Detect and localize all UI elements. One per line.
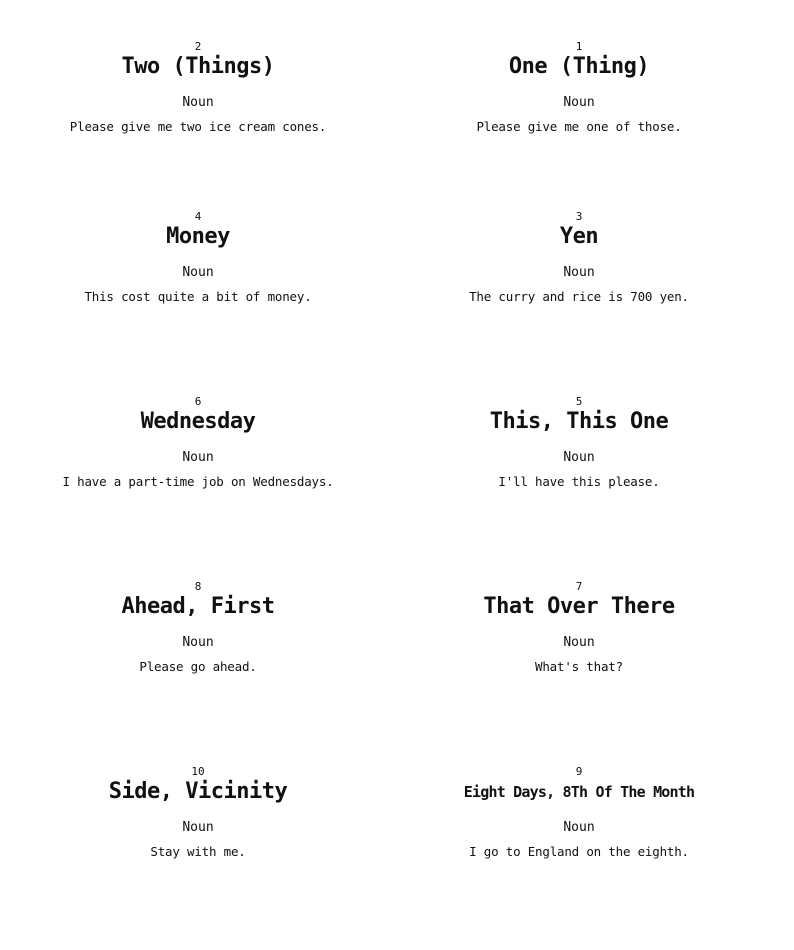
card-number: 1 <box>575 40 583 53</box>
example-sentence: The curry and rice is 700 yen. <box>469 289 689 304</box>
card-title: This, This One <box>489 409 669 434</box>
part-of-speech: Noun <box>182 450 214 465</box>
card-title: Wednesday <box>140 409 256 434</box>
flashcard-8 <box>18 581 378 675</box>
example-sentence: Stay with me. <box>150 844 246 859</box>
card-title: Ahead, First <box>121 594 275 619</box>
flashcard-3 <box>399 211 759 305</box>
example-sentence: Please give me two ice cream cones. <box>69 119 327 134</box>
card-title: Money <box>166 224 230 249</box>
card-number: 3 <box>575 210 583 223</box>
card-number: 5 <box>575 395 583 408</box>
example-sentence: Please give me one of those. <box>476 119 682 134</box>
example-sentence: Please go ahead. <box>139 659 257 674</box>
flashcard-1 <box>399 41 759 135</box>
part-of-speech: Noun <box>182 635 214 650</box>
example-sentence: I have a part-time job on Wednesdays. <box>62 474 334 489</box>
card-title: Yen <box>559 224 599 249</box>
part-of-speech: Noun <box>563 450 595 465</box>
part-of-speech: Noun <box>182 265 214 280</box>
example-sentence: I go to England on the eighth. <box>469 844 689 859</box>
card-number: 2 <box>194 40 202 53</box>
card-number: 4 <box>194 210 202 223</box>
part-of-speech: Noun <box>182 820 214 835</box>
part-of-speech: Noun <box>182 95 214 110</box>
card-number: 6 <box>194 395 202 408</box>
card-number: 8 <box>194 580 202 593</box>
part-of-speech: Noun <box>563 95 595 110</box>
card-number: 9 <box>575 765 583 778</box>
example-sentence: What's that? <box>535 659 623 674</box>
flashcard-5 <box>399 396 759 490</box>
card-title: Eight Days, 8Th Of The Month <box>463 783 695 801</box>
flashcard-9 <box>399 766 759 860</box>
card-number: 10 <box>191 765 205 778</box>
flashcard-2 <box>18 41 378 135</box>
card-title: One (Thing) <box>508 54 650 79</box>
card-title: Side, Vicinity <box>108 779 288 804</box>
part-of-speech: Noun <box>563 635 595 650</box>
example-sentence: This cost quite a bit of money. <box>84 289 312 304</box>
card-number: 7 <box>575 580 583 593</box>
flashcard-4 <box>18 211 378 305</box>
flashcard-10 <box>18 766 378 860</box>
flashcard-6 <box>18 396 378 490</box>
card-title: Two (Things) <box>121 54 275 79</box>
part-of-speech: Noun <box>563 265 595 280</box>
part-of-speech: Noun <box>563 820 595 835</box>
card-title: That Over There <box>483 594 675 619</box>
flashcard-7 <box>399 581 759 675</box>
example-sentence: I'll have this please. <box>498 474 660 489</box>
